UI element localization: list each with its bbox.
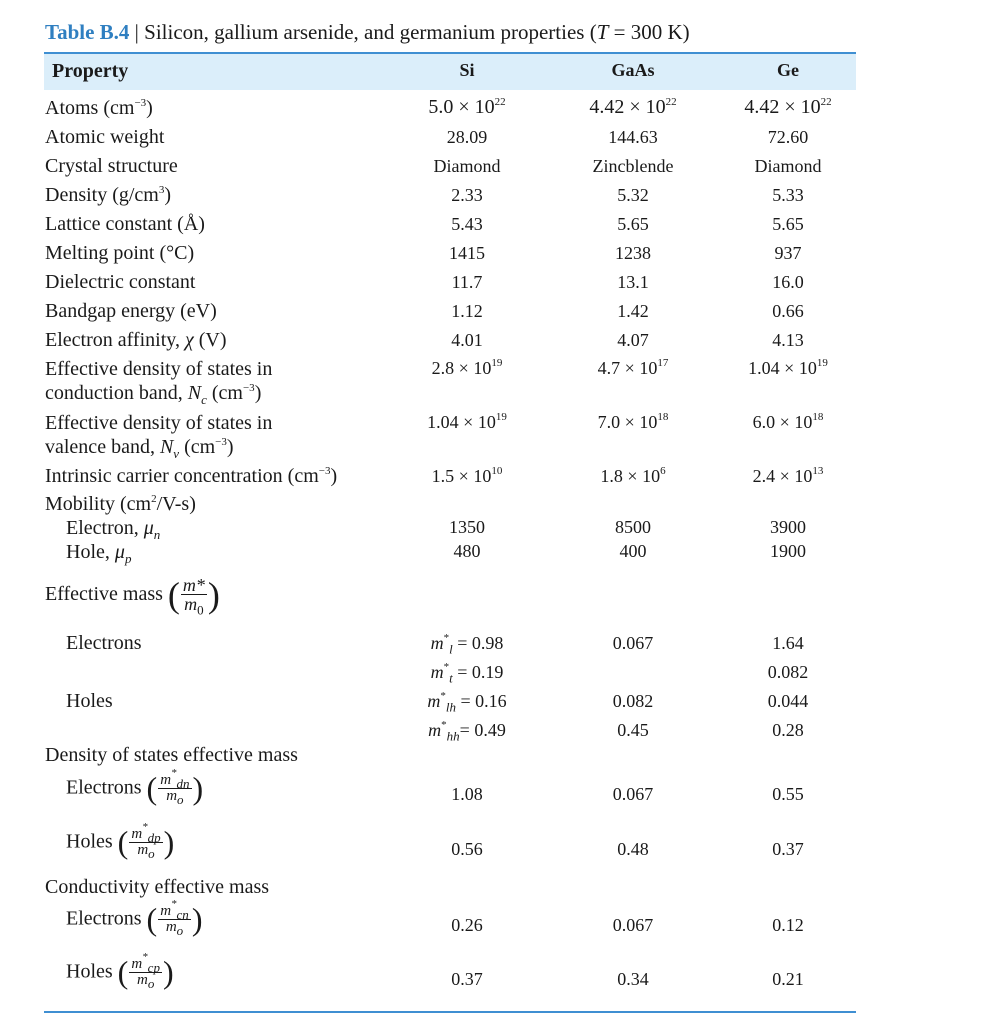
cell-gaas-atoms: $4.42 \times 10^{22}$ — [589, 96, 677, 118]
header-ge: Ge — [777, 60, 799, 80]
table-number: Table B.4 — [45, 20, 130, 44]
row-label-nv-line1: Effective density of states in — [45, 412, 273, 434]
title-separator: | — [129, 20, 145, 44]
cell-gaas-dielectric: 13.1 — [617, 272, 649, 292]
cell-si-ni: $1.5 \times 10^{10}$ — [431, 465, 503, 486]
cell-si-dos-electrons: 1.08 — [451, 784, 483, 804]
cell-si-atomic-weight: 28.09 — [446, 127, 488, 147]
cell-gaas-bandgap: 1.42 — [617, 301, 649, 321]
header-si: Si — [459, 60, 475, 80]
cell-ge-eff-hole-1: 0.044 — [767, 691, 809, 711]
cell-ge-nv: $6.0 \times 10^{18}$ — [752, 411, 824, 432]
bottom-rule — [44, 1011, 856, 1013]
cell-ge-dielectric: 16.0 — [772, 272, 804, 292]
cell-si-mlh: $m^*_{lh} = 0.16$ — [427, 690, 507, 715]
row-label-nc-line2: conduction band, $N_c$ $(cm^{-3})$ — [45, 382, 262, 407]
row-label-effective-mass: Effective mass ( m* $m_0$ ) — [45, 574, 220, 618]
cell-si-dos-holes: 0.56 — [451, 839, 483, 859]
cell-si-mhh: $m^*_{hh}= 0.49$ — [428, 719, 506, 744]
cell-ge-density: 5.33 — [772, 185, 804, 205]
cell-ge-crystal: Diamond — [754, 156, 822, 176]
cell-ge-affinity: 4.13 — [772, 330, 804, 350]
row-label-hole-mobility: Hole, $\mu_p$ — [66, 541, 132, 566]
cell-si-electron-mobility: 1350 — [449, 517, 485, 537]
cell-si-ml: $m^*_l = 0.98$ — [430, 632, 504, 657]
cell-ge-bandgap: 0.66 — [772, 301, 804, 321]
cell-gaas-eff-hole-2: 0.45 — [617, 720, 649, 740]
cell-ge-dos-electrons: 0.55 — [772, 784, 804, 804]
cell-si-dielectric: 11.7 — [451, 272, 483, 292]
row-label-atomic-weight: Atomic weight — [45, 126, 165, 148]
cell-si-cond-holes: 0.37 — [451, 969, 483, 989]
row-label-dielectric: Dielectric constant — [45, 271, 196, 293]
cell-ge-electron-mobility: 3900 — [770, 517, 806, 537]
cell-gaas-eff-hole-1: 0.082 — [612, 691, 654, 711]
cell-gaas-nv: $7.0 \times 10^{18}$ — [597, 411, 669, 432]
title-text-b: = 300 K) — [608, 20, 690, 44]
row-label-dos-electrons: Electrons ( $m^*_{dn}$ $m_o$ ) — [66, 766, 204, 807]
table-title — [45, 20, 690, 45]
row-label-eff-electrons: Electrons — [66, 632, 142, 654]
cell-si-nc: $2.8 \times 10^{19}$ — [431, 357, 503, 378]
row-label-bandgap: Bandgap energy (eV) — [45, 300, 217, 322]
cell-gaas-affinity: 4.07 — [617, 330, 649, 350]
cell-gaas-lattice: 5.65 — [617, 214, 649, 234]
cell-si-density: 2.33 — [451, 185, 483, 205]
cell-gaas-dos-electrons: 0.067 — [612, 784, 654, 804]
cell-ge-eff-hole-2: 0.28 — [772, 720, 804, 740]
row-label-lattice-constant: Lattice constant (Å) — [45, 213, 205, 235]
cell-si-atoms: $5.0 \times 10^{22}$ — [428, 96, 506, 118]
cell-gaas-cond-electrons: 0.067 — [612, 915, 654, 935]
cell-ge-hole-mobility: 1900 — [770, 541, 806, 561]
row-label-electron-mobility: Electron, $\mu_n$ — [66, 517, 161, 542]
cell-gaas-atomic-weight: 144.63 — [608, 127, 658, 147]
cell-gaas-dos-holes: 0.48 — [617, 839, 649, 859]
row-label-nc-line1: Effective density of states in — [45, 358, 273, 380]
row-label-dos-mass: Density of states effective mass — [45, 744, 298, 766]
cell-ge-cond-electrons: 0.12 — [772, 915, 804, 935]
row-label-cond-mass: Conductivity effective mass — [45, 876, 270, 898]
cell-ge-dos-holes: 0.37 — [772, 839, 804, 859]
row-label-cond-electrons: Electrons ( $m^*_{cn}$ $m_o$ ) — [66, 897, 203, 938]
cell-si-melting: 1415 — [449, 243, 485, 263]
cell-si-mt: $m^*_t = 0.19$ — [430, 661, 504, 686]
cell-si-lattice: 5.43 — [451, 214, 483, 234]
title-text-a: Silicon, gallium arsenide, and germanium properties ( — [144, 20, 597, 44]
cell-si-affinity: 4.01 — [451, 330, 483, 350]
cell-si-bandgap: 1.12 — [451, 301, 483, 321]
cell-gaas-crystal: Zincblende — [592, 156, 674, 176]
cell-gaas-cond-holes: 0.34 — [617, 969, 649, 989]
row-label-eff-holes: Holes — [66, 690, 113, 712]
cell-ge-eff-electron-1: 1.64 — [772, 633, 804, 653]
cell-si-nv: $1.04 \times 10^{19}$ — [427, 411, 507, 432]
cell-gaas-nc: $4.7 \times 10^{17}$ — [597, 357, 669, 378]
row-label-melting-point: Melting point (°C) — [45, 242, 195, 264]
cell-ge-lattice: 5.65 — [772, 214, 804, 234]
cell-gaas-eff-electron: 0.067 — [612, 633, 654, 653]
row-label-atoms: Atoms $(cm^{-3})$ — [45, 97, 153, 119]
title-t-var: T — [596, 20, 609, 44]
row-label-density: Density $(g/cm^3)$ — [45, 184, 172, 206]
cell-gaas-ni: $1.8 \times 10^6$ — [600, 465, 666, 486]
cell-gaas-density: 5.32 — [617, 185, 649, 205]
cell-ge-nc: $1.04 \times 10^{19}$ — [748, 357, 828, 378]
cell-ge-atomic-weight: 72.60 — [767, 127, 809, 147]
cell-gaas-hole-mobility: 400 — [619, 541, 647, 561]
cell-si-hole-mobility: 480 — [453, 541, 481, 561]
cell-gaas-electron-mobility: 8500 — [615, 517, 651, 537]
cell-ge-melting: 937 — [774, 243, 802, 263]
cell-si-cond-electrons: 0.26 — [451, 915, 483, 935]
cell-si-crystal: Diamond — [433, 156, 501, 176]
cell-gaas-melting: 1238 — [615, 243, 651, 263]
header-gaas: GaAs — [611, 60, 655, 80]
cell-ge-ni: $2.4 \times 10^{13}$ — [752, 465, 824, 486]
header-property: Property — [52, 60, 129, 82]
row-label-mobility: Mobility $(cm^2/V-s)$ — [45, 493, 196, 515]
row-label-electron-affinity: Electron affinity, χ (V) — [45, 329, 227, 351]
row-label-dos-holes: Holes ( $m^*_{dp}$ $m_o$ ) — [66, 820, 175, 861]
cell-ge-cond-holes: 0.21 — [772, 969, 804, 989]
row-label-intrinsic: Intrinsic carrier concentration $(cm^{-3})$ — [45, 465, 338, 487]
row-label-nv-line2: valence band, $N_v$ $(cm^{-3})$ — [45, 436, 234, 461]
cell-ge-eff-electron-2: 0.082 — [767, 662, 809, 682]
row-label-crystal-structure: Crystal structure — [45, 155, 178, 177]
cell-ge-atoms: $4.42 \times 10^{22}$ — [744, 96, 832, 118]
row-label-cond-holes: Holes ( $m^*_{cp}$ $m_o$ ) — [66, 950, 174, 991]
